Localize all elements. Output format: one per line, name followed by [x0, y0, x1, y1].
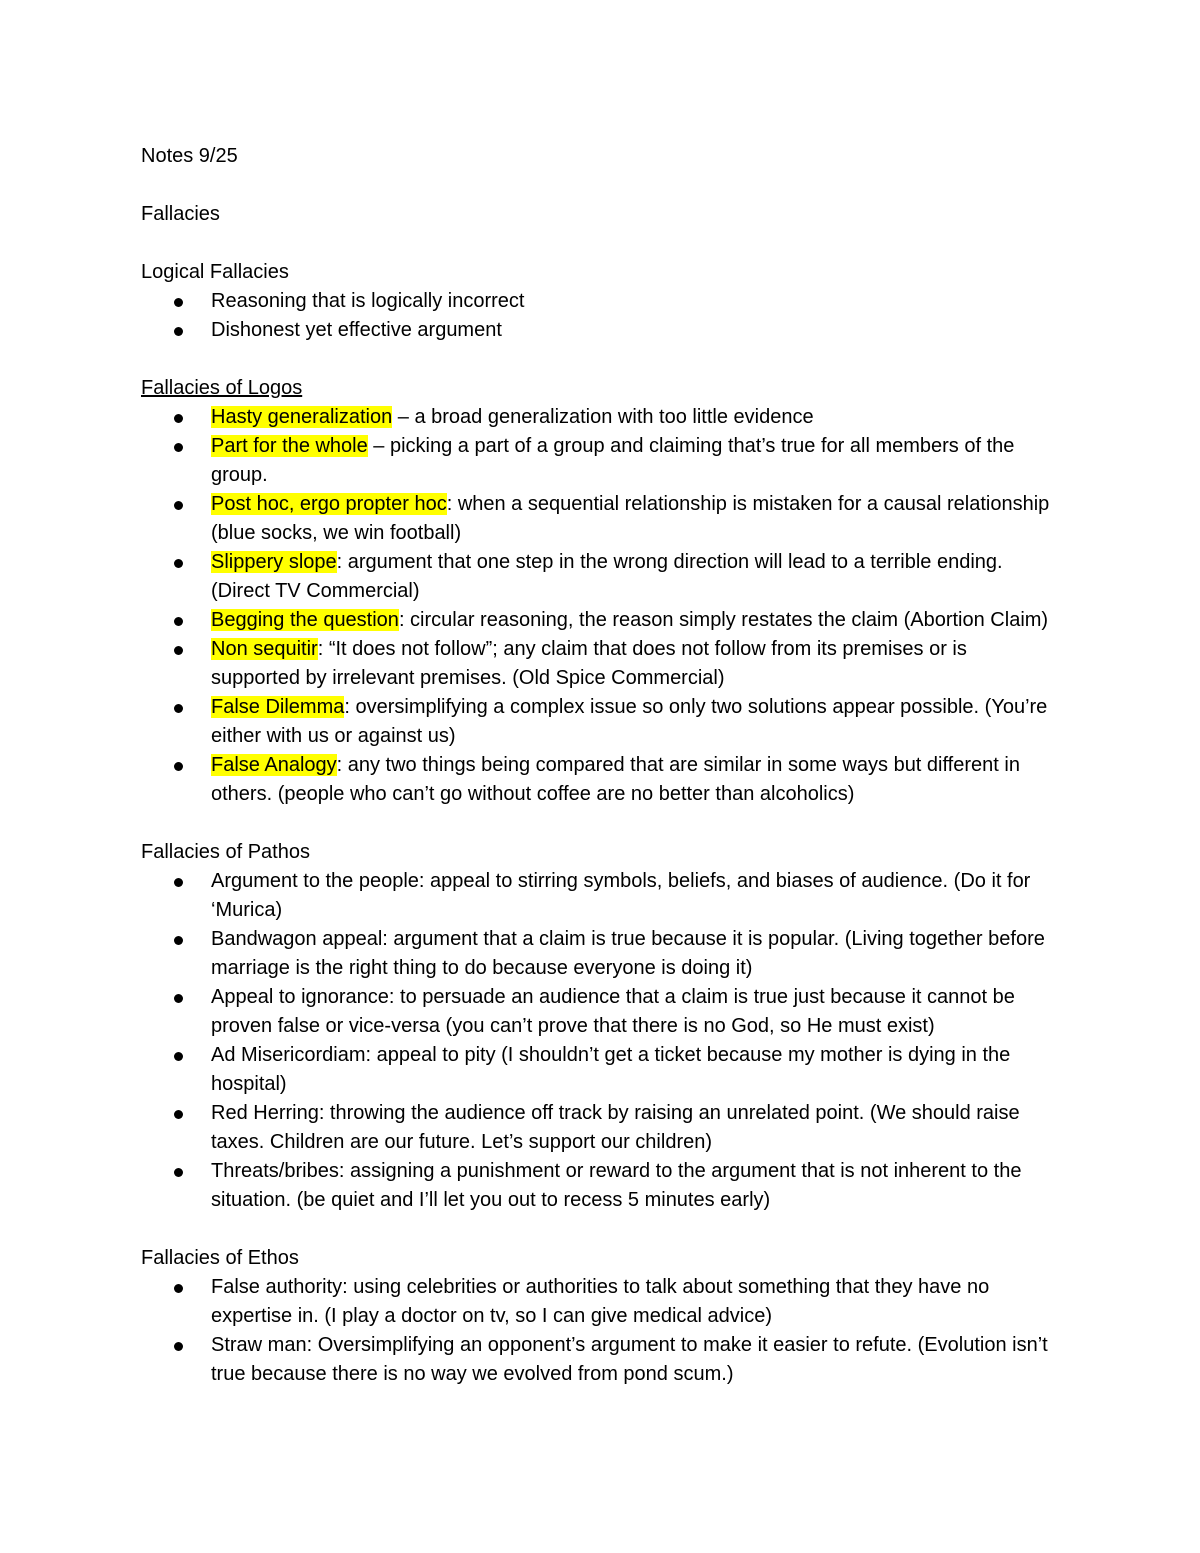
spacer	[141, 809, 1056, 838]
list-item: Ad Misericordiam: appeal to pity (I shouldn’t get a ticket because my mother is dying in the hospital)	[141, 1041, 1056, 1099]
list-item: Part for the whole – picking a part of a group and claiming that’s true for all members of the group.	[141, 432, 1056, 490]
logos-list	[141, 403, 1056, 809]
bullet-icon	[174, 878, 183, 887]
list-item: Non sequitir: “It does not follow”; any claim that does not follow from its premises or is supported by irrelevant premises. (Old Spice Commercial)	[141, 635, 1056, 693]
bullet-icon	[174, 501, 183, 510]
spacer	[141, 229, 1056, 258]
highlighted-term: Slippery slope	[211, 551, 337, 573]
document-page	[141, 142, 1056, 1389]
bullet-icon	[174, 1110, 183, 1119]
bullet-icon	[174, 994, 183, 1003]
topic-heading: Fallacies	[141, 203, 220, 225]
spacer	[141, 345, 1056, 374]
bullet-icon	[174, 762, 183, 771]
bullet-icon	[174, 646, 183, 655]
bullet-icon	[174, 1284, 183, 1293]
ethos-list	[141, 1273, 1056, 1389]
highlighted-term: Post hoc, ergo propter hoc	[211, 493, 447, 515]
pathos-list	[141, 867, 1056, 1215]
highlighted-term: Begging the question	[211, 609, 399, 631]
list-item: Hasty generalization – a broad generalization with too little evidence	[141, 403, 1056, 432]
list-item: Appeal to ignorance: to persuade an audience that a claim is true just because it cannot be proven false or vice-versa (you can’t prove that there is no God, so He must exist)	[141, 983, 1056, 1041]
highlighted-term: False Dilemma	[211, 696, 345, 718]
spacer	[141, 1215, 1056, 1244]
highlighted-term: Non sequitir	[211, 638, 318, 660]
list-item: Dishonest yet effective argument	[141, 316, 1056, 345]
document-title: Notes 9/25	[141, 145, 238, 167]
list-item: Post hoc, ergo propter hoc: when a sequential relationship is mistaken for a causal relationship (blue socks, we win football)	[141, 490, 1056, 548]
pathos-heading: Fallacies of Pathos	[141, 841, 310, 863]
list-item: Reasoning that is logically incorrect	[141, 287, 1056, 316]
highlighted-term: Hasty generalization	[211, 406, 393, 428]
bullet-icon	[174, 1052, 183, 1061]
logical-fallacies-list	[141, 287, 1056, 345]
highlighted-term: False Analogy	[211, 754, 337, 776]
bullet-icon	[174, 617, 183, 626]
bullet-icon	[174, 704, 183, 713]
list-item: Red Herring: throwing the audience off track by raising an unrelated point. (We should raise taxes. Children are our future. Let’s support our children)	[141, 1099, 1056, 1157]
spacer	[141, 171, 1056, 200]
list-item: Threats/bribes: assigning a punishment or reward to the argument that is not inherent to the situation. (be quiet and I’ll let you out to recess 5 minutes early)	[141, 1157, 1056, 1215]
list-item: False Analogy: any two things being compared that are similar in some ways but different in others. (people who can’t go without coffee are no better than alcoholics)	[141, 751, 1056, 809]
bullet-icon	[174, 936, 183, 945]
logos-heading: Fallacies of Logos	[141, 377, 303, 399]
ethos-heading: Fallacies of Ethos	[141, 1247, 299, 1269]
list-item: Bandwagon appeal: argument that a claim is true because it is popular. (Living together before marriage is the right thing to do because everyone is doing it)	[141, 925, 1056, 983]
bullet-icon	[174, 414, 183, 423]
bullet-icon	[174, 298, 183, 307]
bullet-icon	[174, 1168, 183, 1177]
list-item: Begging the question: circular reasoning, the reason simply restates the claim (Abortion Claim)	[141, 606, 1056, 635]
list-item: False Dilemma: oversimplifying a complex issue so only two solutions appear possible. (You’re either with us or against us)	[141, 693, 1056, 751]
bullet-icon	[174, 443, 183, 452]
logical-fallacies-heading: Logical Fallacies	[141, 261, 289, 283]
list-item: Straw man: Oversimplifying an opponent’s argument to make it easier to refute. (Evolution isn’t true because there is no way we evolved from pond scum.)	[141, 1331, 1056, 1389]
bullet-icon	[174, 1342, 183, 1351]
bullet-icon	[174, 559, 183, 568]
list-item: Argument to the people: appeal to stirring symbols, beliefs, and biases of audience. (Do it for ‘Murica)	[141, 867, 1056, 925]
list-item: Slippery slope: argument that one step in the wrong direction will lead to a terrible ending. (Direct TV Commercial)	[141, 548, 1056, 606]
highlighted-term: Part for the whole	[211, 435, 368, 457]
list-item: False authority: using celebrities or authorities to talk about something that they have no expertise in. (I play a doctor on tv, so I can give medical advice)	[141, 1273, 1056, 1331]
bullet-icon	[174, 327, 183, 336]
